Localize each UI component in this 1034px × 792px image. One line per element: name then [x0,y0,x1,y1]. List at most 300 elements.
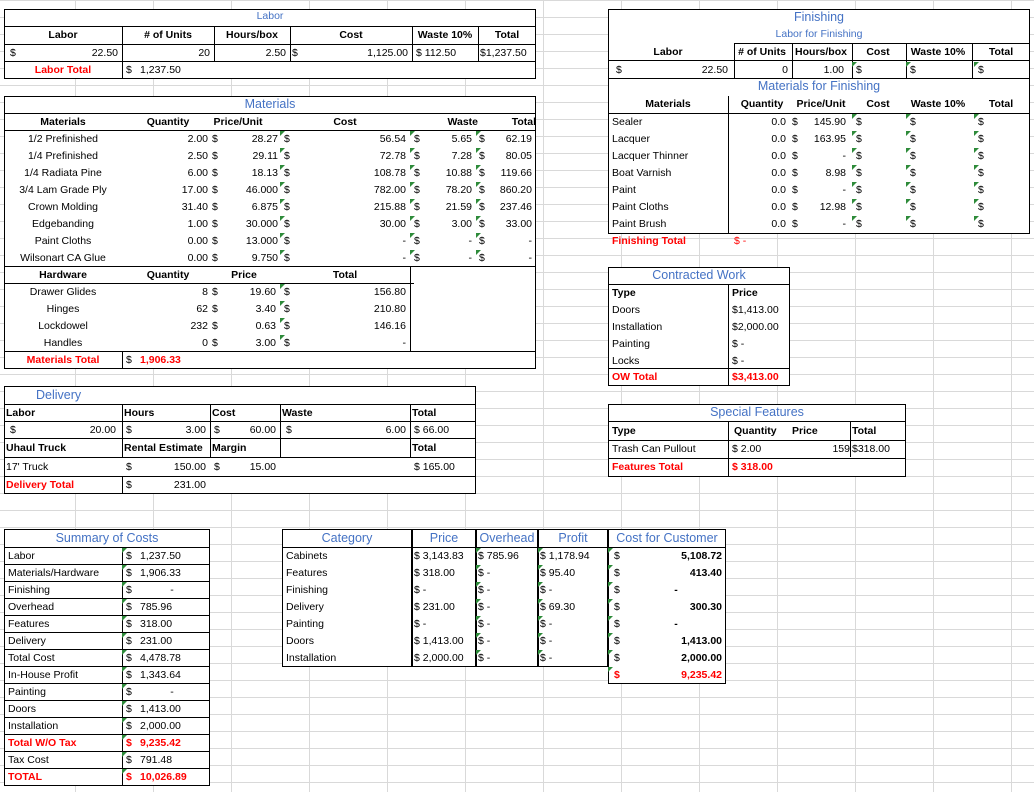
cell-error-marker-icon [476,182,481,187]
currency-symbol: $ [978,64,984,76]
delivery-total-value[interactable]: 231.00 [173,479,206,491]
finishing-labor-hours[interactable]: 1.00 [823,64,844,76]
hardware-header-3[interactable]: Total [332,269,358,281]
material-qty[interactable]: 0.00 [187,252,208,264]
summary-value[interactable]: 785.96 [140,601,173,613]
material-waste[interactable]: 3.00 [451,218,472,230]
materials-header-4[interactable]: Waste [447,116,478,128]
summary-value[interactable]: 1,237.50 [140,550,181,562]
labor-header-1[interactable]: # of Units [144,29,192,41]
summary-label[interactable]: Total W/O Tax [8,737,77,749]
material-cost[interactable]: 215.88 [373,201,406,213]
delivery-header-0[interactable]: Labor [6,407,36,419]
truck-header-1[interactable]: Rental Estimate [124,442,203,454]
finishing-labor-header-3[interactable]: Cost [866,46,890,58]
special-header-type[interactable]: Type [612,425,636,437]
category-customer[interactable]: - [674,618,678,630]
delivery-header-2[interactable]: Cost [212,407,236,419]
category-price[interactable]: $ - [414,618,427,630]
cell-error-marker-icon [906,165,911,170]
summary-label[interactable]: Overhead [8,601,55,613]
hardware-total[interactable]: 156.80 [373,286,406,298]
currency-symbol: $ [126,737,132,749]
material-cost[interactable]: 72.78 [379,150,406,162]
overhead-header[interactable]: Overhead [479,531,535,545]
material-name[interactable]: 3/4 Lam Grade Ply [19,184,107,196]
material-name[interactable]: 1/2 Prefinished [27,133,99,145]
category-customer[interactable]: 5,108.72 [681,550,722,562]
finishing-material-qty[interactable]: 0.0 [771,116,786,128]
cell-error-marker-icon [608,599,613,604]
currency-symbol: $ [212,320,218,332]
cell-error-marker-icon [410,165,415,170]
truck-header-3[interactable]: Total [412,442,437,454]
finishing-material-name[interactable]: Sealer [612,116,643,128]
labor-rate[interactable]: 22.50 [91,47,118,59]
labor-header-2[interactable]: Hours/box [226,29,278,41]
cell-error-marker-icon [280,182,285,187]
cell-error-marker-icon [122,548,127,553]
finishing-material-name[interactable]: Lacquer Thinner [612,150,689,162]
summary-label[interactable]: TOTAL [8,771,43,783]
category-overhead[interactable]: $ - [478,618,491,630]
materials-total-label[interactable]: Materials Total [26,354,100,366]
summary-label[interactable]: Total Cost [8,652,55,664]
cell-error-marker-icon [280,301,285,306]
finishing-labor-rate[interactable]: 22.50 [701,64,728,76]
hardware-price[interactable]: 19.60 [249,286,276,298]
summary-label[interactable]: Materials/Hardware [8,567,100,579]
material-qty[interactable]: 1.00 [187,218,208,230]
finishing-materials-subtitle[interactable]: Materials for Finishing [757,79,881,93]
summary-label[interactable]: Delivery [8,635,46,647]
cell-error-marker-icon [852,165,857,170]
finishing-labor-header-2[interactable]: Hours/box [795,46,847,58]
category-profit[interactable]: $ - [540,618,553,630]
labor-title[interactable]: Labor [256,10,284,22]
material-name[interactable]: Wilsonart CA Glue [20,252,106,264]
material-waste[interactable]: 21.59 [445,201,472,213]
category-customer[interactable]: 300.30 [689,601,722,613]
hardware-name[interactable]: Hinges [46,303,80,315]
summary-value[interactable]: - [170,584,174,596]
cell-error-marker-icon [476,233,481,238]
delivery-header-4[interactable]: Total [412,407,437,419]
category-price[interactable]: $ - [414,584,427,596]
hardware-name[interactable]: Handles [43,337,83,349]
cell-error-marker-icon [906,182,911,187]
delivery-total-cell[interactable]: $ 66.00 [414,424,450,436]
contracted-price[interactable]: $ - [732,355,745,367]
category-header[interactable]: Category [321,531,373,545]
contracted-total-value[interactable]: $3,413.00 [732,371,779,383]
finishing-material-name[interactable]: Paint [612,184,636,196]
finishing-materials-header-2[interactable]: Price/Unit [796,98,846,110]
delivery-waste[interactable]: 6.00 [385,424,406,436]
finishing-material-qty[interactable]: 0.0 [771,150,786,162]
hardware-qty[interactable]: 8 [202,286,208,298]
currency-symbol: $ [10,47,16,59]
summary-value[interactable]: 4,478.78 [140,652,181,664]
contracted-price[interactable]: $ - [732,338,745,350]
finishing-material-name[interactable]: Boat Varnish [612,167,672,179]
currency-symbol: $ [479,252,485,264]
delivery-cost[interactable]: 60.00 [249,424,276,436]
hardware-name[interactable]: Lockdowel [38,320,88,332]
finishing-material-qty[interactable]: 0.0 [771,184,786,196]
category-overhead[interactable]: $ - [478,567,491,579]
hardware-total[interactable]: - [402,337,406,349]
currency-symbol: $ [414,235,420,247]
finishing-material-qty[interactable]: 0.0 [771,218,786,230]
cell-error-marker-icon [476,216,481,221]
category-name[interactable]: Delivery [286,601,324,613]
labor-total-cell[interactable]: $1,237.50 [480,47,527,59]
category-customer[interactable]: 413.40 [689,567,722,579]
contracted-type[interactable]: Doors [612,304,641,316]
material-waste[interactable]: 78.20 [445,184,472,196]
currency-symbol: $ [614,618,620,630]
finishing-material-qty[interactable]: 0.0 [771,201,786,213]
currency-symbol: $ [10,424,16,436]
finishing-material-price[interactable]: - [842,218,846,230]
category-profit[interactable]: $ - [540,584,553,596]
hardware-header-0[interactable]: Hardware [39,269,87,281]
currency-symbol: $ [126,652,132,664]
finishing-labor-header-5[interactable]: Total [988,46,1014,58]
truck-total[interactable]: $ 165.00 [414,461,455,473]
special-type[interactable]: Trash Can Pullout [612,443,696,455]
contracted-title[interactable]: Contracted Work [652,268,746,282]
summary-value[interactable]: 2,000.00 [140,720,181,732]
currency-symbol: $ [214,461,220,473]
truck-header-0[interactable]: Uhaul Truck [6,442,67,454]
currency-symbol: $ [856,218,862,230]
materials-header-5[interactable]: Total [511,116,536,128]
material-price[interactable]: 46.000 [245,184,278,196]
material-waste[interactable]: 7.28 [451,150,472,162]
material-qty[interactable]: 0.00 [187,235,208,247]
hardware-header-2[interactable]: Price [231,269,257,281]
currency-symbol: $ [212,133,218,145]
category-overhead[interactable]: $ - [478,584,491,596]
special-total[interactable]: $318.00 [852,443,890,455]
category-profit[interactable]: $ 69.30 [540,601,576,613]
currency-symbol: $ [212,167,218,179]
delivery-rate[interactable]: 20.00 [89,424,116,436]
summary-label[interactable]: Finishing [8,584,51,596]
material-price[interactable]: 28.27 [251,133,278,145]
cell-error-marker-icon [906,199,911,204]
labor-header-0[interactable]: Labor [48,29,78,41]
currency-symbol: $ [856,167,862,179]
material-cost[interactable]: - [402,252,406,264]
summary-label[interactable]: Installation [8,720,59,732]
contracted-total-label[interactable]: OW Total [612,371,658,383]
material-total[interactable]: - [528,252,532,264]
currency-symbol: $ [214,424,220,436]
material-qty[interactable]: 2.00 [187,133,208,145]
currency-symbol: $ [856,150,862,162]
finishing-material-price[interactable]: - [842,150,846,162]
finishing-material-qty[interactable]: 0.0 [771,167,786,179]
category-profit[interactable]: $ 95.40 [540,567,576,579]
finishing-materials-header-5[interactable]: Total [988,98,1014,110]
cell-error-marker-icon [280,318,285,323]
hardware-total[interactable]: 146.16 [373,320,406,332]
contracted-type[interactable]: Installation [612,321,663,333]
category-customer[interactable]: 1,413.00 [681,635,722,647]
material-total[interactable]: 62.19 [505,133,532,145]
cell-error-marker-icon [852,62,857,67]
material-price[interactable]: 6.875 [251,201,278,213]
finishing-material-price[interactable]: 12.98 [819,201,846,213]
summary-value[interactable]: 1,906.33 [140,567,181,579]
labor-header-5[interactable]: Total [494,29,520,41]
truck-margin[interactable]: 15.00 [249,461,276,473]
contracted-price[interactable]: $2,000.00 [732,321,779,333]
hardware-price[interactable]: 0.63 [255,320,276,332]
category-name[interactable]: Doors [286,635,315,647]
summary-value[interactable]: 9,235.42 [140,737,181,749]
hardware-price[interactable]: 3.40 [255,303,276,315]
finishing-labor-header-1[interactable]: # of Units [738,46,786,58]
category-customer[interactable]: 2,000.00 [681,652,722,664]
delivery-hours[interactable]: 3.00 [185,424,206,436]
finishing-labor-subtitle[interactable]: Labor for Finishing [775,28,863,40]
finishing-materials-header-4[interactable]: Waste 10% [910,98,966,110]
material-cost[interactable]: 108.78 [373,167,406,179]
hardware-qty[interactable]: 62 [196,303,208,315]
currency-symbol: $ [284,218,290,230]
summary-value[interactable]: 10,026.89 [140,771,187,783]
finishing-material-price[interactable]: 163.95 [813,133,846,145]
special-header-total[interactable]: Total [852,425,877,437]
material-total[interactable]: - [528,235,532,247]
material-waste[interactable]: - [468,252,472,264]
materials-header-1[interactable]: Quantity [146,116,190,128]
hardware-price[interactable]: 3.00 [255,337,276,349]
labor-hours[interactable]: 2.50 [265,47,286,59]
hardware-qty[interactable]: 0 [202,337,208,349]
material-cost[interactable]: 56.54 [379,133,406,145]
profit-header[interactable]: Profit [558,531,588,545]
special-title[interactable]: Special Features [710,405,804,419]
category-price[interactable]: $ 2,000.00 [414,652,464,664]
finishing-material-price[interactable]: - [842,184,846,196]
special-total-value[interactable]: $ 318.00 [732,461,773,473]
finishing-total-value[interactable]: $ - [734,235,747,247]
material-waste[interactable]: 5.65 [451,133,472,145]
currency-symbol: $ [792,116,798,128]
material-total[interactable]: 119.66 [500,167,532,179]
cell-error-marker-icon [608,582,613,587]
summary-label[interactable]: Labor [8,550,35,562]
labor-waste[interactable]: $ 112.50 [416,47,457,59]
material-name[interactable]: Edgebanding [32,218,94,230]
contracted-type[interactable]: Locks [612,355,640,367]
delivery-total-label[interactable]: Delivery Total [6,479,75,491]
material-total[interactable]: 80.05 [505,150,532,162]
finishing-material-name[interactable]: Paint Cloths [612,201,669,213]
currency-symbol: $ [978,184,984,196]
truck-header-2[interactable]: Margin [212,442,247,454]
material-qty[interactable]: 31.40 [181,201,208,213]
contracted-price[interactable]: $1,413.00 [732,304,779,316]
summary-value[interactable]: 1,413.00 [140,703,181,715]
labor-total-label[interactable]: Labor Total [34,64,92,76]
summary-label[interactable]: In-House Profit [8,669,79,681]
finishing-material-name[interactable]: Paint Brush [612,218,667,230]
category-overhead[interactable]: $ - [478,635,491,647]
finishing-material-price[interactable]: 145.90 [813,116,846,128]
summary-value[interactable]: 1,343.64 [140,669,181,681]
currency-symbol: $ [479,150,485,162]
currency-symbol: $ [126,720,132,732]
truck-estimate[interactable]: 150.00 [173,461,206,473]
summary-value[interactable]: - [170,686,174,698]
material-name[interactable]: Paint Cloths [34,235,92,247]
currency-symbol: $ [479,235,485,247]
category-profit[interactable]: $ - [540,652,553,664]
finishing-materials-header-1[interactable]: Quantity [740,98,784,110]
currency-symbol: $ [910,184,916,196]
currency-symbol: $ [284,167,290,179]
category-price[interactable]: $ 231.00 [414,601,455,613]
material-name[interactable]: 1/4 Radiata Pine [24,167,102,179]
finishing-total-label[interactable]: Finishing Total [612,235,686,247]
price-header[interactable]: Price [429,531,459,545]
labor-total-value[interactable]: 1,237.50 [140,64,181,76]
category-customer[interactable]: - [674,584,678,596]
summary-value[interactable]: 231.00 [140,635,173,647]
category-name[interactable]: Finishing [286,584,329,596]
summary-label[interactable]: Doors [8,703,37,715]
materials-header-3[interactable]: Cost [333,116,357,128]
summary-value[interactable]: 318.00 [140,618,173,630]
category-profit[interactable]: $ 1,178.94 [540,550,590,562]
summary-title[interactable]: Summary of Costs [55,531,159,545]
materials-header-2[interactable]: Price/Unit [213,116,263,128]
contracted-type[interactable]: Painting [612,338,650,350]
material-price[interactable]: 9.750 [251,252,278,264]
currency-symbol: $ [126,754,132,766]
hardware-header-1[interactable]: Quantity [146,269,190,281]
material-total[interactable]: 237.46 [499,201,532,213]
material-total[interactable]: 860.20 [499,184,532,196]
summary-value[interactable]: 791.48 [140,754,173,766]
currency-symbol: $ [978,150,984,162]
currency-symbol: $ [126,64,132,76]
currency-symbol: $ [614,635,620,647]
delivery-header-3[interactable]: Waste [282,407,313,419]
finishing-material-price[interactable]: 8.98 [825,167,846,179]
labor-units[interactable]: 20 [198,47,210,59]
contracted-header-price[interactable]: Price [732,287,758,299]
category-overhead[interactable]: $ - [478,652,491,664]
finishing-title[interactable]: Finishing [793,10,845,24]
material-qty[interactable]: 2.50 [187,150,208,162]
currency-symbol: $ [856,201,862,213]
labor-header-3[interactable]: Cost [339,29,363,41]
special-header-qty[interactable]: Quantity [734,425,777,437]
category-overhead[interactable]: $ 785.96 [478,550,519,562]
hardware-qty[interactable]: 232 [190,320,208,332]
material-cost[interactable]: 30.00 [379,218,406,230]
labor-cost[interactable]: 1,125.00 [367,47,408,59]
currency-symbol: $ [284,201,290,213]
hardware-name[interactable]: Drawer Glides [29,286,97,298]
category-name[interactable]: Painting [286,618,324,630]
special-qty[interactable]: $ 2.00 [732,443,762,455]
special-header-price[interactable]: Price [792,425,818,437]
currency-symbol: $ [212,337,218,349]
material-name[interactable]: Crown Molding [27,201,99,213]
material-price[interactable]: 13.000 [245,235,278,247]
category-name[interactable]: Cabinets [286,550,328,562]
customer-header[interactable]: Cost for Customer [616,531,718,545]
finishing-material-name[interactable]: Lacquer [612,133,650,145]
material-price[interactable]: 29.11 [252,150,278,162]
currency-symbol: $ [614,550,620,562]
category-name[interactable]: Features [286,567,328,579]
truck-name[interactable]: 17' Truck [6,461,49,473]
special-price[interactable]: 159 [832,443,850,455]
delivery-title[interactable]: Delivery [36,388,82,402]
contracted-header-type[interactable]: Type [612,287,636,299]
finishing-materials-header-0[interactable]: Materials [645,98,691,110]
material-waste[interactable]: - [468,235,472,247]
material-cost[interactable]: - [402,235,406,247]
material-price[interactable]: 18.13 [251,167,278,179]
materials-header-0[interactable]: Materials [40,116,86,128]
material-cost[interactable]: 782.00 [373,184,406,196]
material-qty[interactable]: 17.00 [181,184,208,196]
materials-total-value[interactable]: 1,906.33 [140,354,181,366]
material-price[interactable]: 30.000 [245,218,278,230]
material-waste[interactable]: 10.88 [445,167,472,179]
materials-title[interactable]: Materials [244,97,296,111]
category-grand-total[interactable]: 9,235.42 [681,669,722,681]
material-total[interactable]: 33.00 [505,218,532,230]
summary-label[interactable]: Tax Cost [8,754,49,766]
currency-symbol: $ [614,652,620,664]
special-total-label[interactable]: Features Total [612,461,683,473]
delivery-header-1[interactable]: Hours [124,407,155,419]
cell-error-marker-icon [852,199,857,204]
category-name[interactable]: Installation [286,652,337,664]
finishing-labor-header-0[interactable]: Labor [653,46,683,58]
currency-symbol: $ [792,133,798,145]
category-price[interactable]: $ 318.00 [414,567,455,579]
cell-error-marker-icon [906,148,911,153]
hardware-total[interactable]: 210.80 [373,303,406,315]
category-price[interactable]: $ 1,413.00 [414,635,464,647]
labor-header-4[interactable]: Waste 10% [417,29,473,41]
material-qty[interactable]: 6.00 [187,167,208,179]
finishing-labor-units[interactable]: 0 [782,64,788,76]
currency-symbol: $ [978,201,984,213]
category-price[interactable]: $ 3,143.83 [414,550,464,562]
category-profit[interactable]: $ - [540,635,553,647]
summary-label[interactable]: Painting [8,686,46,698]
finishing-labor-header-4[interactable]: Waste 10% [910,46,966,58]
finishing-material-qty[interactable]: 0.0 [771,133,786,145]
category-overhead[interactable]: $ - [478,601,491,613]
material-name[interactable]: 1/4 Prefinished [27,150,99,162]
summary-label[interactable]: Features [8,618,50,630]
finishing-materials-header-3[interactable]: Cost [866,98,890,110]
